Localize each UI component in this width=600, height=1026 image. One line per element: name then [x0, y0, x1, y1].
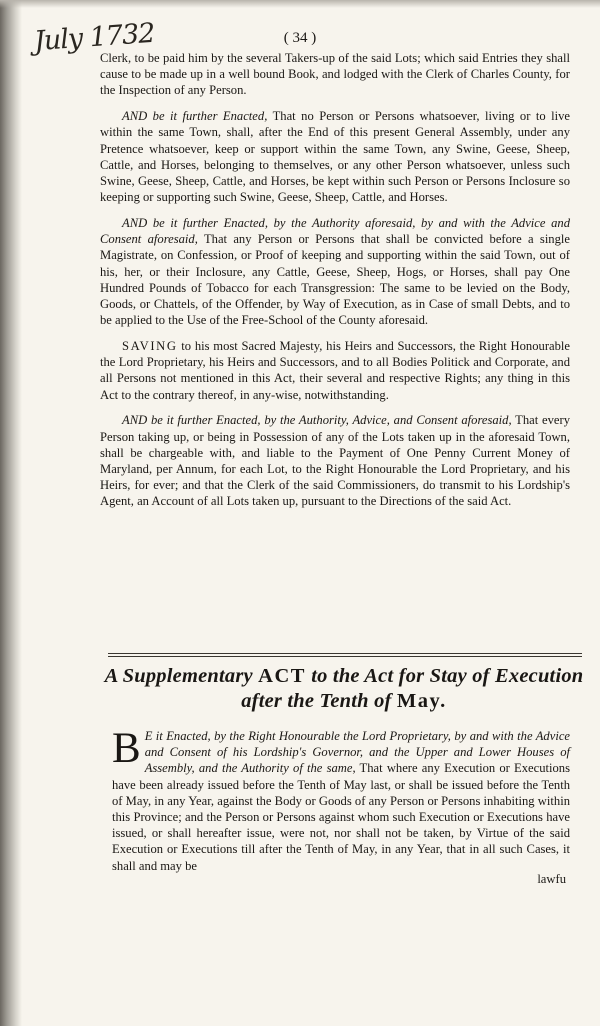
page-number: ( 34 ) — [283, 30, 317, 46]
section-divider-top — [108, 653, 582, 654]
act-body-text — [100, 50, 570, 510]
handwritten-date: July 1732 — [33, 17, 156, 58]
section-2-body: That where any Execution or Executions have been already issued before the Tenth of May last, or shall be issued before the Tenth of May, in any Year, against the Body or Goods of any Person or Persons inhabiting within this Province; and the Person or Persons against whom such Execution or Executions have issued, or shall hereafter issue, were not, nor shall not be taken, by Virtue of the said Execution or Executions till after the Tenth of May, in any Year, that in all such Cases, it shall and may be — [112, 761, 570, 873]
paragraph-2-lead: AND be it further Enacted, — [122, 109, 268, 124]
paragraph-3 — [100, 215, 570, 328]
paragraph-1: Clerk, to be paid him by the several Takers-up of the said Lots; which said Entries they shall cause to be made up in a well bound Book, and lodged with the Clerk of Charles County, for the Inspection of any Person. — [100, 51, 570, 98]
paragraph-3-lead: AND be it further Enacted, by the Authority aforesaid, by and with the Advice and Consent aforesaid, — [100, 216, 570, 247]
paragraph-2-text: That no Person or Persons whatsoever, living or to live within the same Town, shall, after the End of this present General Assembly, under any Pretence whatsoever, keep or support within the same Town, any Swine, Geese, Sheep, Cattle, and Horses, belonging to themselves, or any other Person whatsoever, unless such Swine, Geese, Sheep, Cattle, and Horses, be kept within such Person or Persons Inclosure so keeping or supporting such Swine, Geese, Sheep, Cattle, and Horses. — [100, 109, 571, 205]
section-2-lead: E it Enacted, by the Right Honourable the Lord Proprietary, by and with the Advice and Consent of his Lordship's Governor, and the Upper and Lower Houses of Assembly, and the Authority of the same, — [144, 729, 570, 776]
binding-shadow — [0, 0, 22, 1026]
heading-act: ACT — [258, 665, 306, 687]
paragraph-4 — [100, 338, 570, 403]
drop-cap: B — [112, 725, 141, 772]
catchword: lawfu — [537, 872, 566, 886]
heading-part-1: A Supplementary — [104, 665, 259, 687]
paragraph-5-text: That every Person taking up, or being in Possession of any of the Lots taken up in the aforesaid Town, shall be chargeable with, and liable to the Payment of One Penny Current Money of Maryland, per Annum, for each Lot, to the Right Honourable the Lord Proprietary, and his Heirs, for ever; and that the Clerk of the said Commissioners, do transmit to his Lordship's Agent, an Account of all Lots taken up, pursuant to the Directions of the said Act. — [100, 413, 570, 509]
heading-may: May. — [396, 690, 447, 712]
paragraph-5-lead: AND be it further Enacted, by the Authority, Advice, and Consent aforesaid, — [122, 413, 512, 428]
top-edge-shadow — [0, 0, 600, 8]
heading-part-2: to the Act for Stay of Execution after the Tenth of — [241, 665, 584, 712]
act-heading — [104, 664, 584, 714]
paragraph-2 — [100, 108, 570, 205]
section-2-text — [112, 725, 570, 874]
paragraph-4-lead: SAVING — [122, 339, 178, 354]
paragraph-5 — [100, 412, 570, 509]
paragraph-4-text: to his most Sacred Majesty, his Heirs and Successors, the Right Honourable the Lord Proprietary, his Heirs and Successors, and to all Bodies Politick and Corporate, and all Persons not mentioned in this Act, their several and respective Rights; any thing in this Act to the contrary thereof, in any-wise, notwithstanding. — [100, 339, 570, 402]
paragraph-3-text: That any Person or Persons that shall be convicted before a single Magistrate, on Confession, or Proof of keeping and supporting within the said Town, out of his, her, or their Inclosure, any Cattle, Geese, Sheep, Hogs, or Horses, shall pay One Hundred Pounds of Tobacco for each Transgression: The same to be levied on the Body, Goods, or Chattels, of the Offender, by Way of Execution, as in Case of small Debts, and to be applied to the Use of the Free-School of the County aforesaid. — [100, 232, 570, 328]
section-divider-bottom — [108, 656, 582, 657]
